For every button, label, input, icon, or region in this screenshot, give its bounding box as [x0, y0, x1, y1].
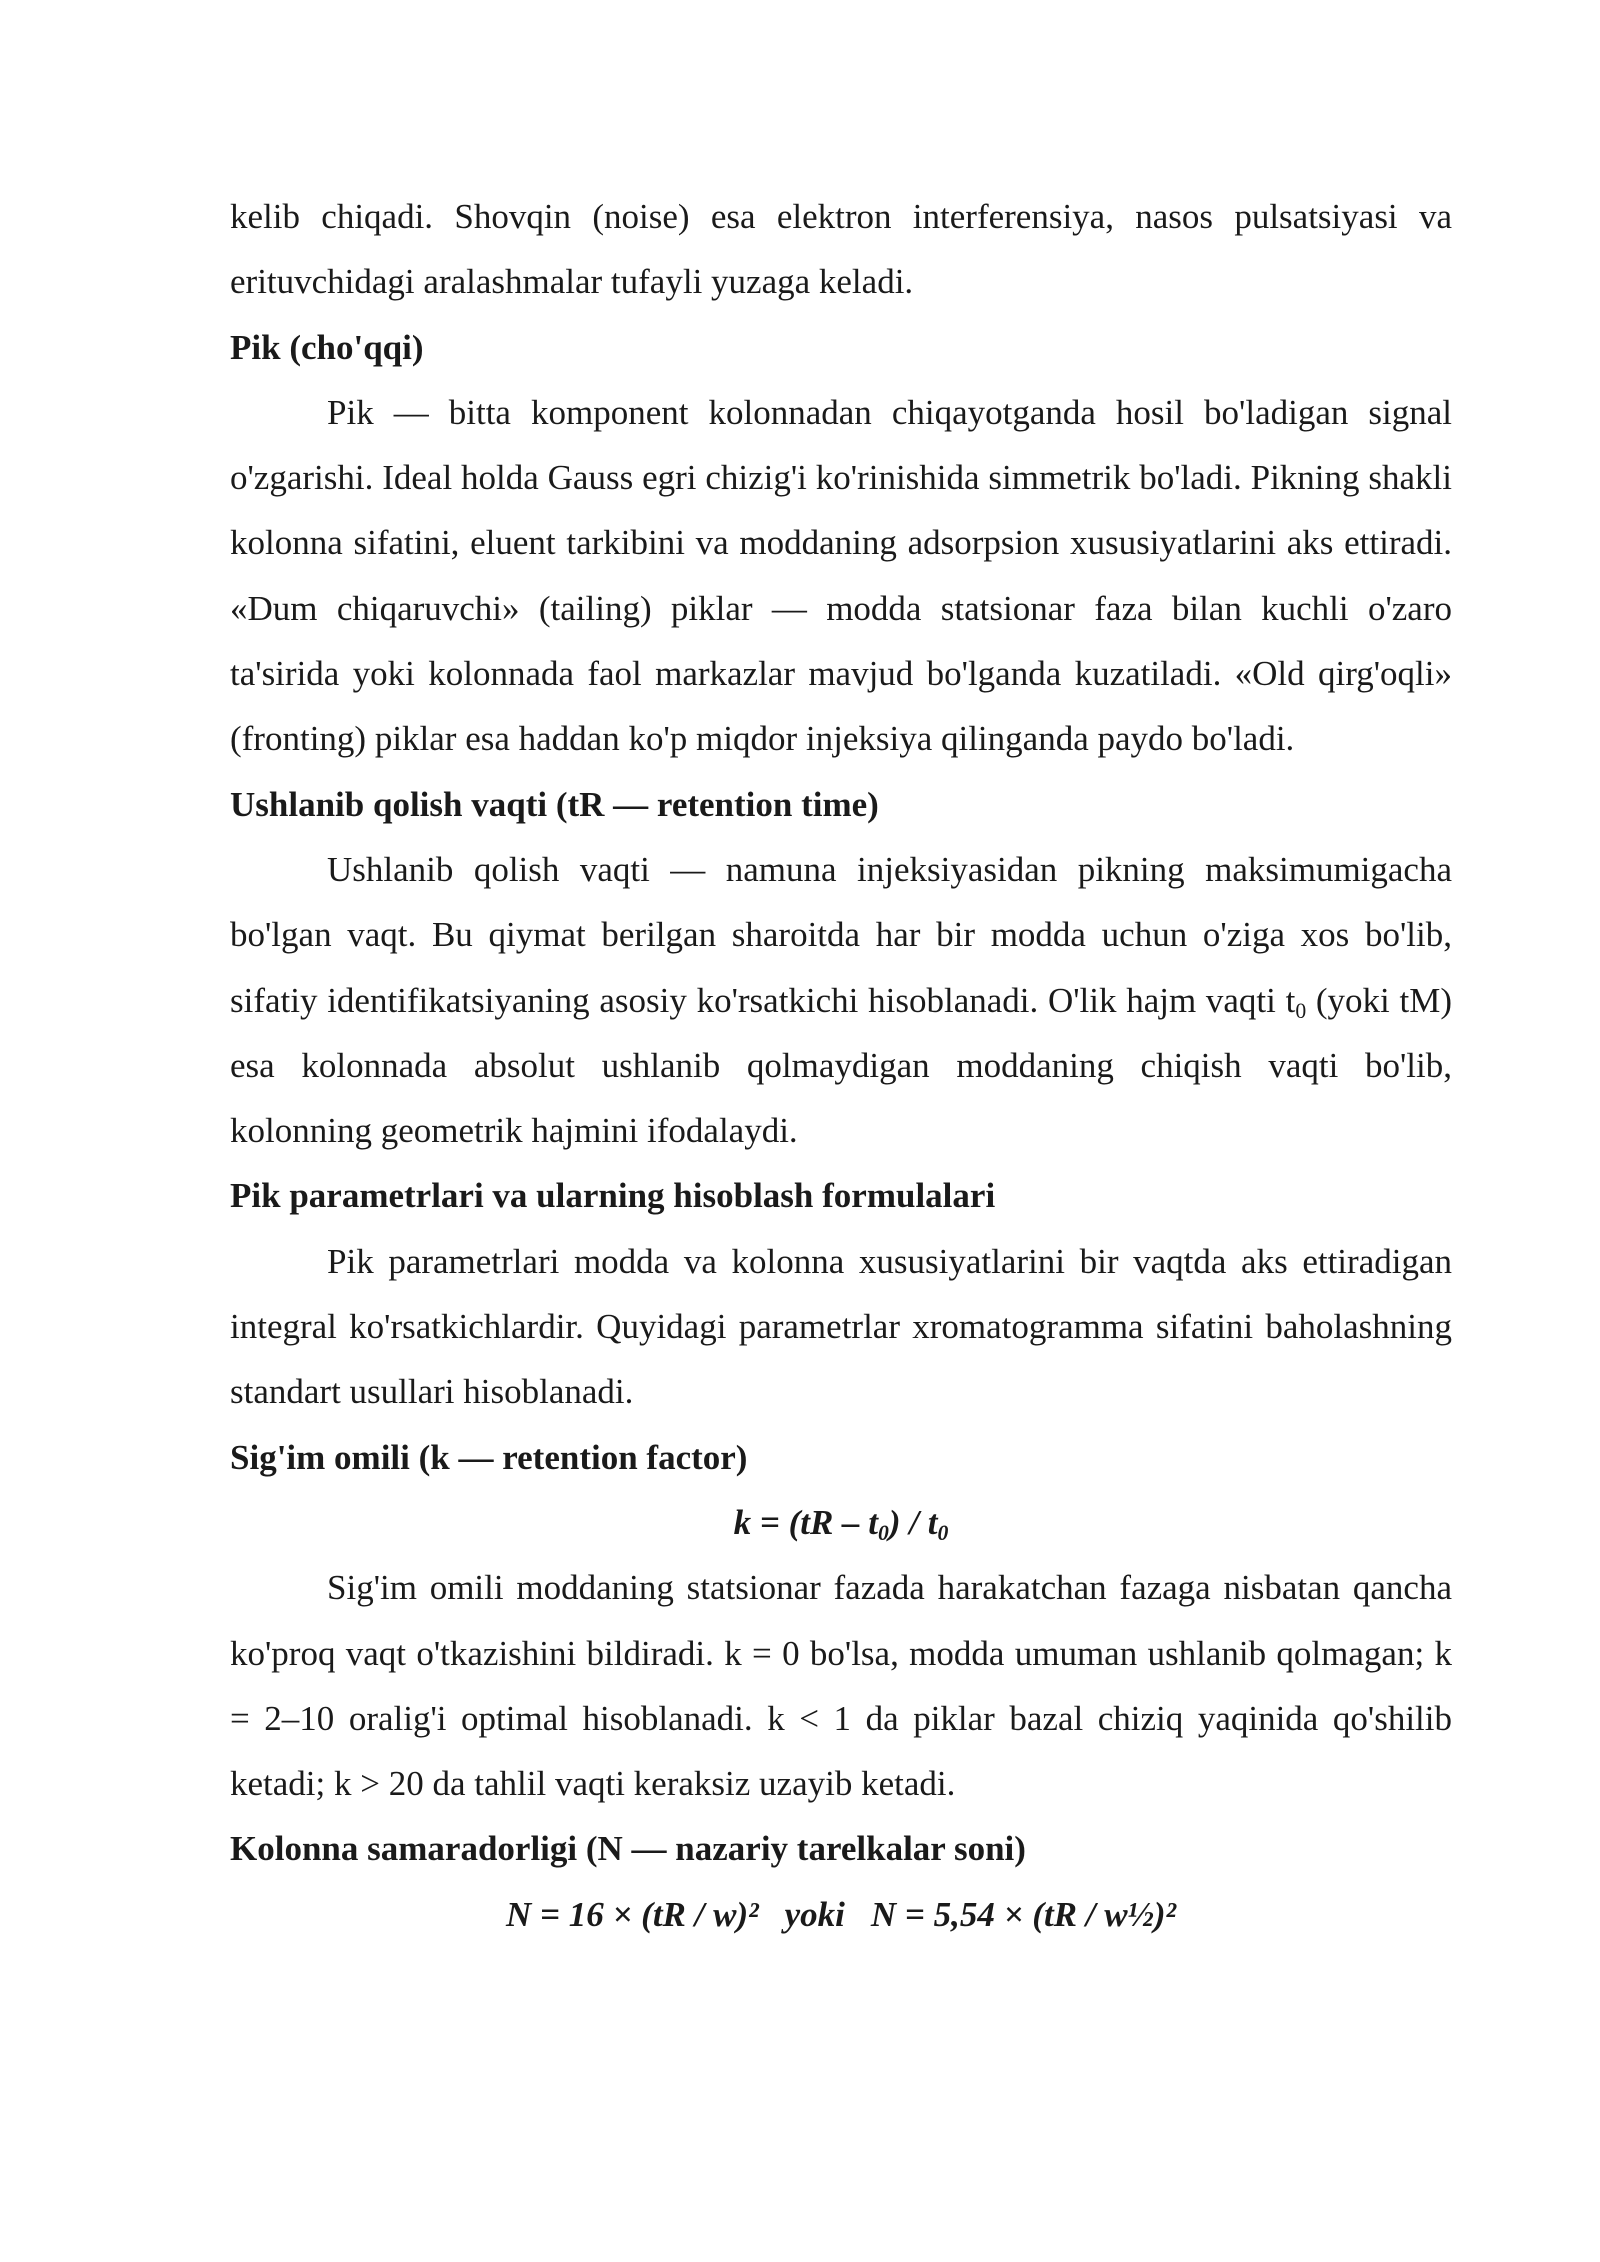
formula-k-part-a: k = (tR – t [733, 1502, 879, 1542]
paragraph-noise: kelib chiqadi. Shovqin (noise) esa elektron interferensiya, nasos pulsatsiyasi va erituvchidagi aralashmalar tufayli yuzaga keladi. [230, 197, 1452, 302]
paragraph-peak: Pik — bitta komponent kolonnadan chiqayotganda hosil bo'ladigan signal o'zgarishi. Ideal holda Gauss egri chizig'i ko'rinishida simmetrik bo'ladi. Pikning shakli kolonna sifatini, eluent tarkibini va moddaning adsorpsion xususiyatlarini aks ettiradi. «Dum chiqaruvchi» (tailing) piklar — modda statsionar faza bilan kuchli o'zaro ta'sirida yoki kolonnada faol markazlar mavjud bo'lganda kuzatiladi. «Old qirg'oqli» (fronting) piklar esa haddan ko'p miqdor injeksiya qilinganda paydo bo'ladi. [230, 392, 1452, 759]
formula-k-sub-1: 0 [878, 1521, 889, 1546]
heading-peak: Pik (cho'qqi) [230, 327, 424, 367]
formula-k-sub-2: 0 [937, 1521, 949, 1546]
paragraph-retention-factor: Sig'im omili moddaning statsionar fazada harakatchan fazaga nisbatan qancha ko'proq vaqt o'tkazishini bildiradi. k = 0 bo'lsa, modda umuman ushlanib qolmagan; k = 2–10 oralig'i optimal hisoblanadi. k < 1 da piklar bazal chiziq yaqinida qo'shilib ketadi; k > 20 da tahlil vaqti keraksiz uzayib ketadi. [230, 1568, 1452, 1804]
heading-peak-parameters: Pik parametrlari va ularning hisoblash formulalari [230, 1176, 996, 1216]
retention-subscript: 0 [1295, 999, 1307, 1024]
formula-n-right: N = 5,54 × (tR / w½)² [870, 1894, 1176, 1934]
heading-retention-factor: Sig'im omili (k — retention factor) [230, 1437, 748, 1477]
formula-n-left: N = 16 × (tR / w)² [506, 1894, 759, 1934]
formula-retention-factor [230, 1490, 1452, 1555]
formula-plate-number [230, 1882, 1452, 1947]
formula-n-mid: yoki [784, 1894, 845, 1934]
document-page [230, 184, 1452, 1947]
formula-k-part-b: ) / t [888, 1502, 938, 1542]
heading-column-efficiency: Kolonna samaradorligi (N — nazariy tarelkalar soni) [230, 1829, 1026, 1869]
retention-text-b: (yoki tM) esa kolonnada absolut ushlanib qolmaydigan moddaning chiqish vaqti bo'lib, kolonning geometrik hajmini ifodalaydi. [230, 980, 1452, 1151]
paragraph-peak-parameters: Pik parametrlari modda va kolonna xususiyatlarini bir vaqtda aks ettiradigan integral ko'rsatkichlardir. Quyidagi parametrlar xromatogramma sifatini baholashning standart usullari hisoblanadi. [230, 1241, 1452, 1412]
heading-retention-time: Ushlanib qolish vaqti (tR — retention time) [230, 784, 879, 824]
retention-text-a: Ushlanib qolish vaqti — namuna injeksiyasidan pikning maksimumigacha bo'lgan vaqt. Bu qiymat berilgan sharoitda har bir modda uchun o'ziga xos bo'lib, sifatiy identifikatsiyaning asosiy ko'rsatkichi hisoblanadi. O'lik hajm vaqti t [230, 849, 1452, 1020]
paragraph-retention-time [230, 837, 1452, 1163]
